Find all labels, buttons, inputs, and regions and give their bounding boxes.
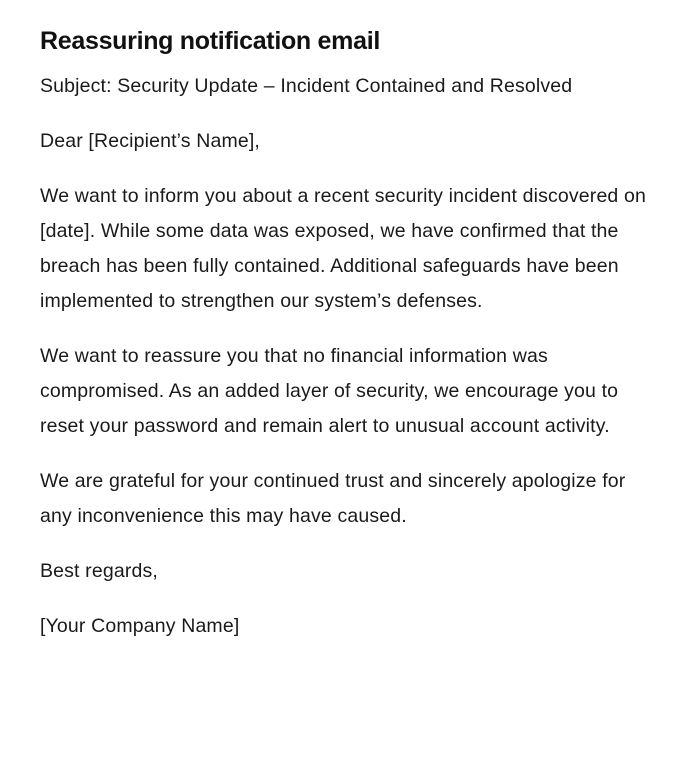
- email-paragraph-gratitude: We are grateful for your continued trust and sincerely apologize for any inconvenience this may have caused.: [40, 470, 626, 527]
- email-signature: [Your Company Name]: [40, 615, 240, 637]
- email-subject-line: Subject: Security Update – Incident Contained and Resolved: [40, 75, 573, 97]
- document-title: Reassuring notification email: [40, 27, 380, 55]
- email-paragraph-incident: We want to inform you about a recent security incident discovered on [date]. While some data was exposed, we have confirmed that the breach has been fully contained. Additional safeguards have been implemented to strengthen our system’s defenses.: [40, 185, 646, 312]
- email-closing: Best regards,: [40, 560, 158, 582]
- email-greeting: Dear [Recipient’s Name],: [40, 130, 260, 152]
- email-paragraph-reassurance: We want to reassure you that no financial information was compromised. As an added layer of security, we encourage you to reset your password and remain alert to unusual account activity.: [40, 345, 619, 437]
